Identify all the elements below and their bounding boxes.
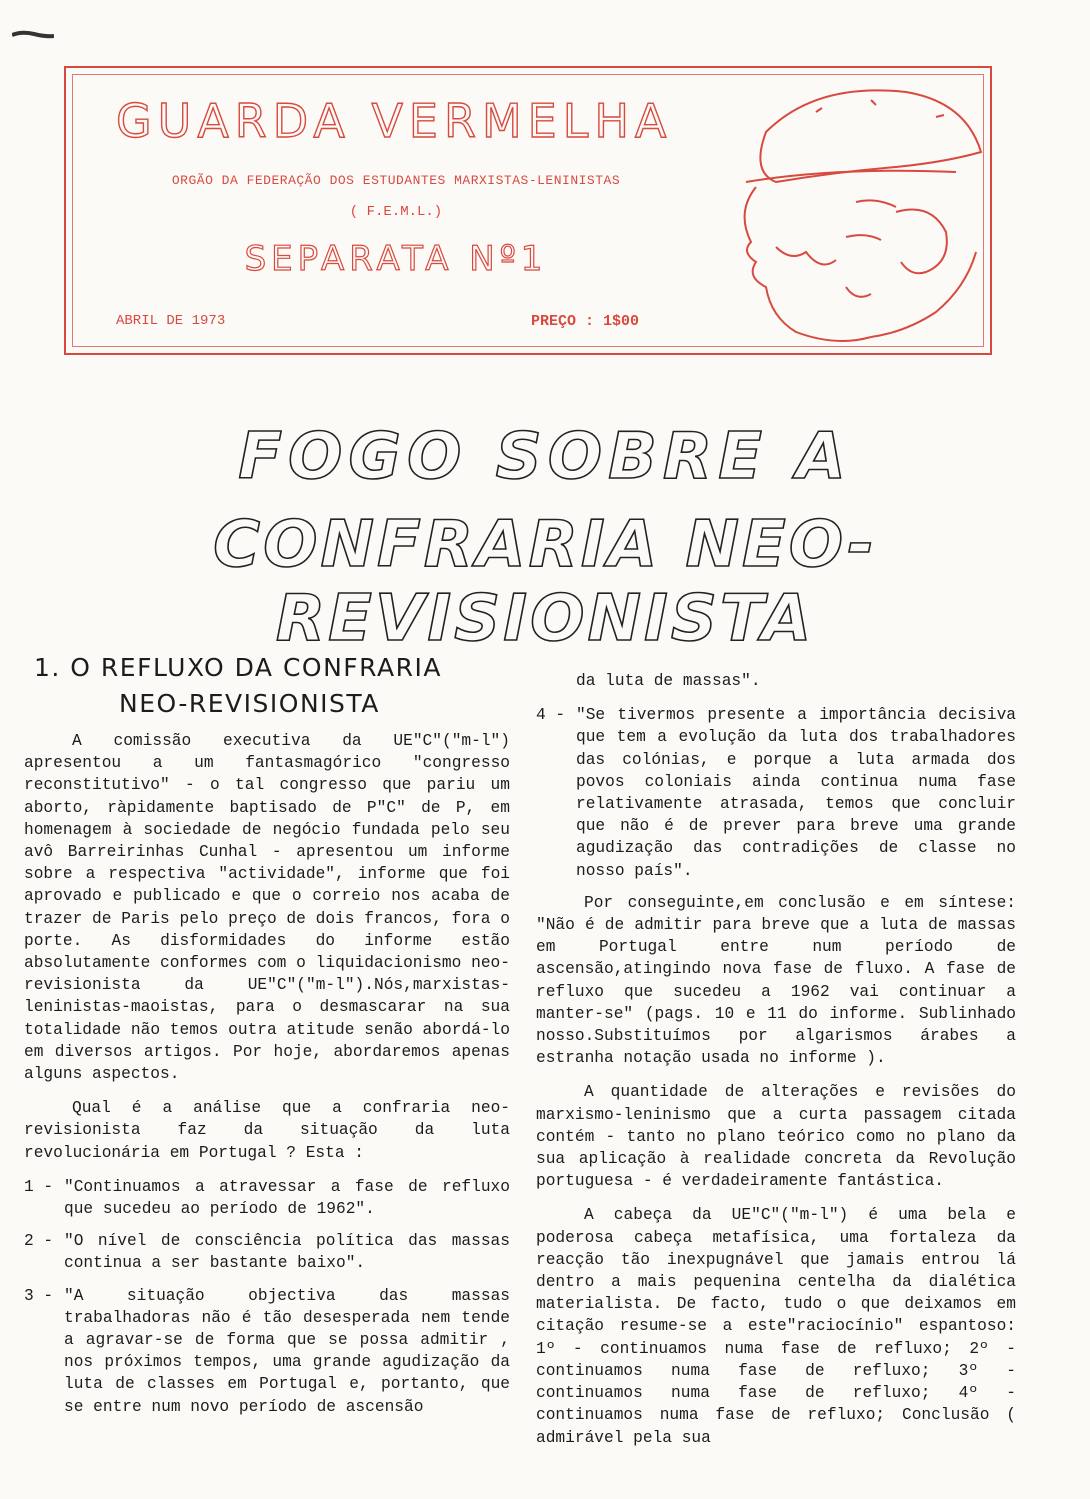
- paragraph: Qual é a análise que a confraria neo-revisionista faz da situação da luta revolucionária em Portugal ? Esta :: [24, 1099, 510, 1162]
- list-item: [24, 1285, 510, 1418]
- list-text: "O nível de consciência política das massas continua a ser bastante baixo".: [64, 1232, 510, 1273]
- list-item: [24, 1176, 510, 1220]
- issue-price: PREÇO : 1$00: [531, 313, 640, 330]
- list-number: 4 -: [536, 706, 566, 725]
- paragraph: Por conseguinte,em conclusão e em síntese: "Não é de admitir para breve que a luta de massas em Portugal entre num período de ascensão,atingindo nova fase de fluxo. A fase de refluxo que sucedeu a 1962 vai continuar a manter-se" (pags. 10 e 11 do informe. Sublinhado nosso.Substituímos por algarismos árabes a estranha notação usada no informe ).: [536, 893, 1016, 1068]
- right-column: [536, 670, 1016, 1461]
- organ-abbreviation: ( F.E.M.L.): [349, 204, 443, 220]
- section-title-line-1: 1. O REFLUXO DA CONFRARIA: [34, 653, 442, 682]
- list-text: "A situação objectiva das massas trabalhadoras não é tão desesperada nem tende a agravar-se de forma que se possa admitir , nos próximos tempos, uma grande agudização da luta de classes em Portugal e, portanto, que se entre num novo período de ascensão: [64, 1286, 510, 1416]
- ink-stain: [12, 30, 54, 40]
- organ-subtitle: ORGÃO DA FEDERAÇÃO DOS ESTUDANTES MARXISTAS-LENINISTAS: [171, 173, 621, 188]
- headline-line-2: CONFRARIA NEO-REVISIONISTA: [213, 508, 877, 656]
- headline-line-1: FOGO SOBRE A: [238, 420, 852, 494]
- list-number: 2 -: [24, 1232, 54, 1251]
- newspaper-title: GUARDA VERMELHA: [116, 94, 673, 148]
- issue-label: SEPARATA Nº1: [244, 239, 548, 279]
- list-item-continuation: da luta de massas".: [576, 672, 761, 690]
- paragraph: A quantidade de alterações e revisões do marxismo-leninismo que a curta passagem citada contém - tanto no plano teórico como no plano da sua aplicação à realidade concreta da Revolução portuguesa - é verdadeiramente fantástica.: [536, 1083, 1016, 1191]
- section-title-line-2: NEO-REVISIONISTA: [119, 689, 380, 718]
- section-title: [24, 650, 510, 722]
- portrait-illustration: [696, 72, 996, 352]
- masthead: [64, 66, 992, 355]
- list-item: [24, 1230, 510, 1274]
- paragraph: A cabeça da UE"C"("m-l") é uma bela e poderosa cabeça metafísica, uma fortaleza da reacção tão inexpugnável que jamais entrou lá dentro a mais pequenina centelha da dialética materialista. De facto, tudo o que deixamos em citação resume-se a este"raciocínio" espantoso: 1º - continuamos numa fase de refluxo; 2º - continuamos numa fase de refluxo; 3º - continuamos numa fase de refluxo; 4º - continuamos numa fase de refluxo; Conclusão ( admirável pela sua: [536, 1206, 1016, 1447]
- list-item: [536, 704, 1016, 882]
- list-number: 3 -: [24, 1286, 54, 1305]
- list-text: "Se tivermos presente a importância decisiva que tem a evolução da luta dos trabalhadores das colónias, e porque a luta armada dos povos coloniais ainda continua numa fase relativamente atrasada, temos que concluir que não é de prever para breve uma grande agudização das contradições de classe no nosso país".: [576, 706, 1016, 880]
- list-number: 1 -: [24, 1177, 54, 1196]
- left-column: [24, 650, 510, 1428]
- issue-date: ABRIL DE 1973: [116, 313, 226, 329]
- list-text: "Continuamos a atravessar a fase de refluxo que sucedeu ao período de 1962".: [64, 1177, 510, 1219]
- paragraph: A comissão executiva da UE"C"("m-l") apresentou a um fantasmagórico "congresso reconstitutivo" - o tal congresso que pariu um aborto, ràpidamente baptisado de P"C" de P, em homenagem à sociedade de negócio fundada pelo seu avô Barreirinhas Cunhal - apresentou um informe sobre a respectiva "actividade", informe que foi aprovado e publicado e que o correio nos acaba de trazer de Paris pelo preço de dois francos, fora o porte. As disformidades do informe estão absolutamente conformes com o liquidacionismo neo-revisionista da UE"C"("m-l").Nós,marxistas-leninistas-maoistas, para o desmascarar na sua totalidade não temos outra atitude senão abordá-lo em diversos artigos. Por hoje, abordaremos apenas alguns aspectos.: [24, 732, 510, 1084]
